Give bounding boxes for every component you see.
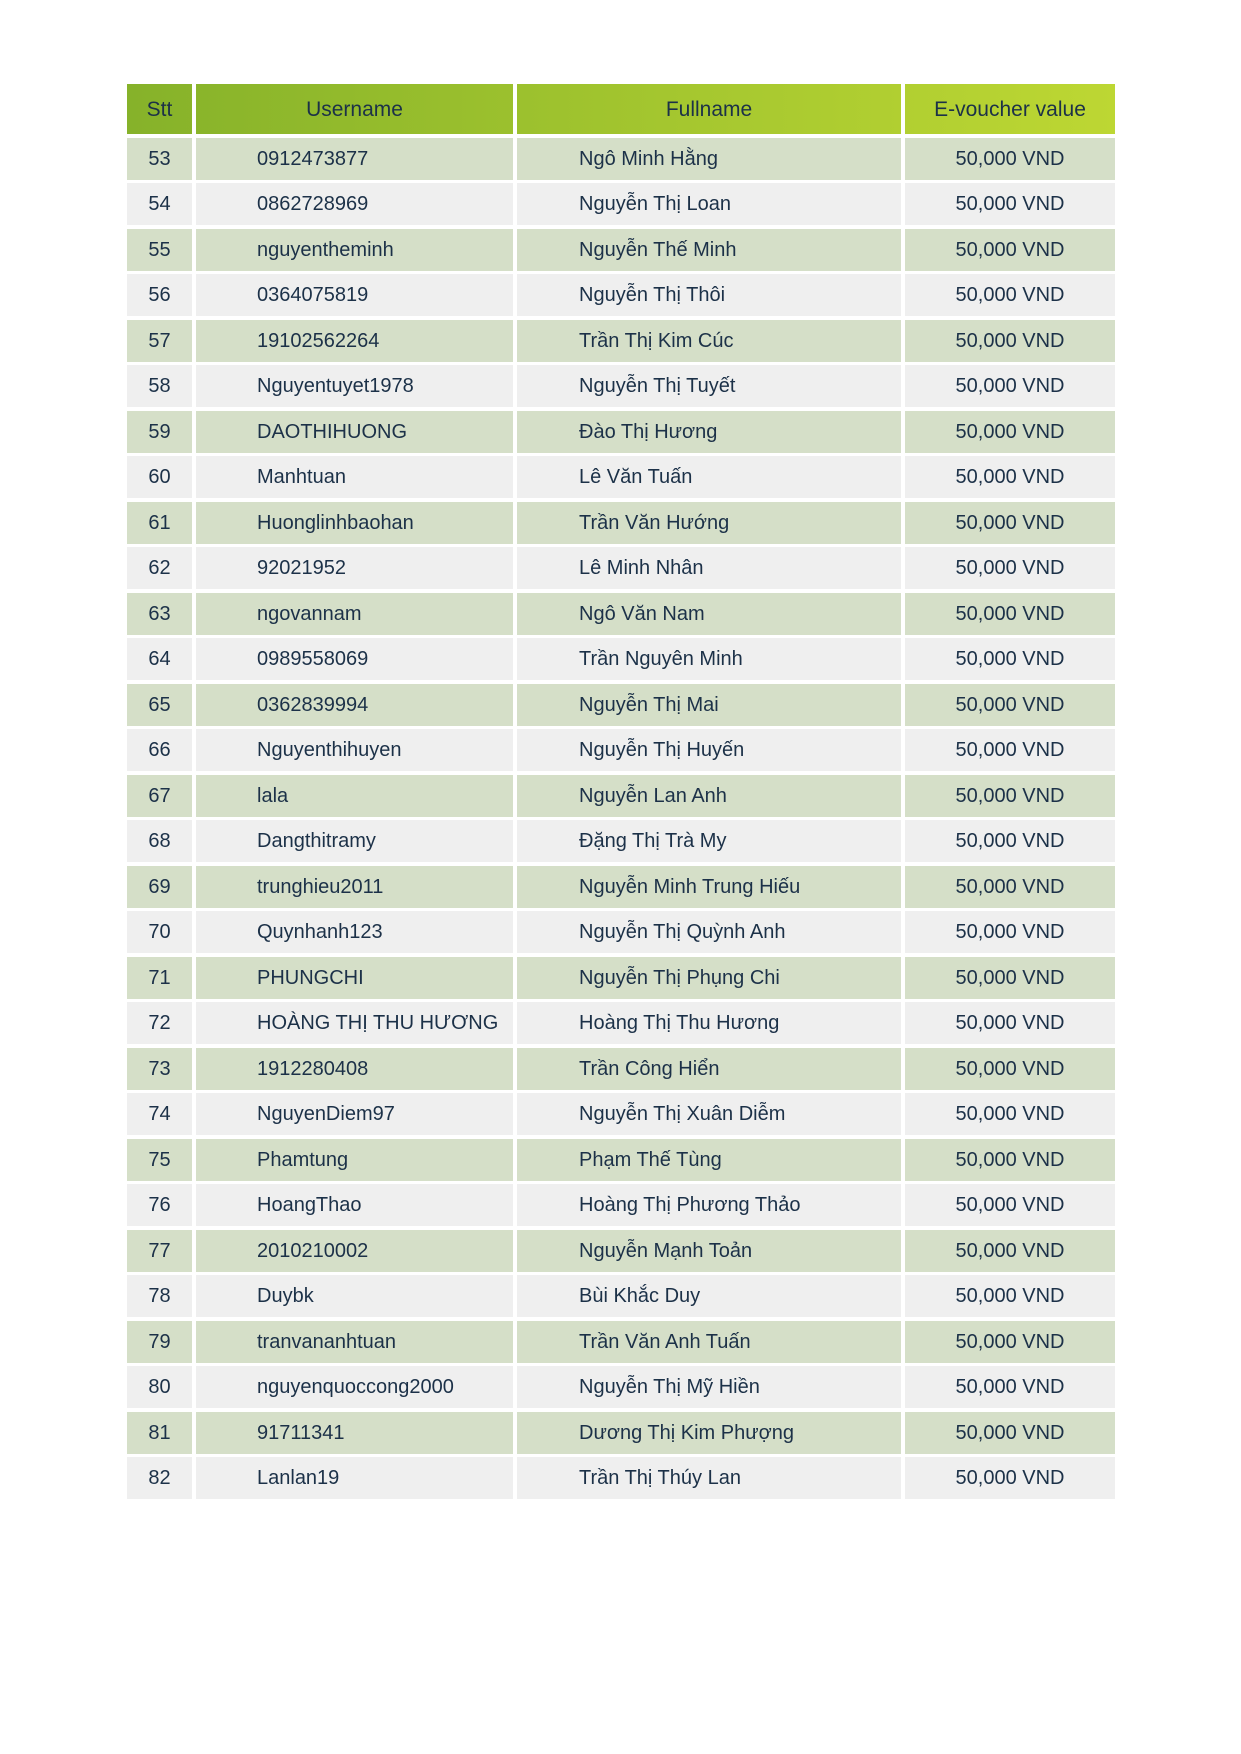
cell-evoucher-value: 50,000 VND — [901, 456, 1115, 498]
cell-username: HOÀNG THỊ THU HƯƠNG — [192, 1002, 513, 1044]
cell-username: ngovannam — [192, 593, 513, 635]
table-row — [127, 411, 1115, 453]
cell-fullname: Ngô Văn Nam — [513, 593, 901, 635]
cell-stt: 61 — [127, 502, 192, 544]
cell-fullname: Phạm Thế Tùng — [513, 1139, 901, 1181]
cell-evoucher-value: 50,000 VND — [901, 502, 1115, 544]
cell-fullname: Nguyễn Mạnh Toản — [513, 1230, 901, 1272]
cell-stt: 69 — [127, 866, 192, 908]
cell-evoucher-value: 50,000 VND — [901, 729, 1115, 771]
table-row — [127, 1321, 1115, 1363]
cell-stt: 53 — [127, 138, 192, 180]
cell-evoucher-value: 50,000 VND — [901, 1457, 1115, 1499]
cell-username: 19102562264 — [192, 320, 513, 362]
table-row — [127, 638, 1115, 680]
cell-fullname: Đặng Thị Trà My — [513, 820, 901, 862]
table-row — [127, 1048, 1115, 1090]
cell-fullname: Lê Văn Tuấn — [513, 456, 901, 498]
table-row — [127, 866, 1115, 908]
column-header-stt: Stt — [146, 97, 173, 121]
table-row — [127, 820, 1115, 862]
cell-fullname: Đào Thị Hương — [513, 411, 901, 453]
cell-stt: 74 — [127, 1093, 192, 1135]
table-row — [127, 1139, 1115, 1181]
table-row — [127, 1457, 1115, 1499]
cell-stt: 56 — [127, 274, 192, 316]
cell-stt: 57 — [127, 320, 192, 362]
cell-username: Dangthitramy — [192, 820, 513, 862]
table-header-row — [127, 84, 1115, 134]
cell-username: PHUNGCHI — [192, 957, 513, 999]
cell-evoucher-value: 50,000 VND — [901, 229, 1115, 271]
cell-username: tranvananhtuan — [192, 1321, 513, 1363]
column-header-fullname: Fullname — [513, 84, 901, 134]
cell-evoucher-value: 50,000 VND — [901, 820, 1115, 862]
cell-fullname: Nguyễn Thị Mai — [513, 684, 901, 726]
cell-username: HoangThao — [192, 1184, 513, 1226]
cell-username: Nguyenthihuyen — [192, 729, 513, 771]
cell-evoucher-value: 50,000 VND — [901, 547, 1115, 589]
cell-stt: 68 — [127, 820, 192, 862]
cell-stt: 67 — [127, 775, 192, 817]
cell-evoucher-value: 50,000 VND — [901, 274, 1115, 316]
cell-stt: 66 — [127, 729, 192, 771]
cell-evoucher-value: 50,000 VND — [901, 684, 1115, 726]
table-row — [127, 229, 1115, 271]
cell-stt: 77 — [127, 1230, 192, 1272]
cell-username: nguyenquoccong2000 — [192, 1366, 513, 1408]
cell-username: 0989558069 — [192, 638, 513, 680]
table-row — [127, 456, 1115, 498]
cell-username: 0912473877 — [192, 138, 513, 180]
cell-fullname: Nguyễn Thị Phụng Chi — [513, 957, 901, 999]
cell-fullname: Trần Văn Anh Tuấn — [513, 1321, 901, 1363]
cell-evoucher-value: 50,000 VND — [901, 1366, 1115, 1408]
cell-username: 0364075819 — [192, 274, 513, 316]
cell-stt: 78 — [127, 1275, 192, 1317]
cell-stt: 81 — [127, 1412, 192, 1454]
cell-username: NguyenDiem97 — [192, 1093, 513, 1135]
cell-stt: 79 — [127, 1321, 192, 1363]
cell-evoucher-value: 50,000 VND — [901, 1093, 1115, 1135]
cell-evoucher-value: 50,000 VND — [901, 183, 1115, 225]
table-row — [127, 320, 1115, 362]
cell-evoucher-value: 50,000 VND — [901, 593, 1115, 635]
cell-username: Quynhanh123 — [192, 911, 513, 953]
cell-evoucher-value: 50,000 VND — [901, 775, 1115, 817]
cell-username: 2010210002 — [192, 1230, 513, 1272]
column-header-username: Username — [192, 84, 513, 134]
cell-username: Lanlan19 — [192, 1457, 513, 1499]
cell-username: 0862728969 — [192, 183, 513, 225]
table-row — [127, 911, 1115, 953]
cell-fullname: Nguyễn Thị Tuyết — [513, 365, 901, 407]
cell-username: Huonglinhbaohan — [192, 502, 513, 544]
cell-stt: 62 — [127, 547, 192, 589]
cell-username: nguyentheminh — [192, 229, 513, 271]
cell-evoucher-value: 50,000 VND — [901, 138, 1115, 180]
cell-fullname: Ngô Minh Hằng — [513, 138, 901, 180]
cell-fullname: Nguyễn Thị Thôi — [513, 274, 901, 316]
cell-evoucher-value: 50,000 VND — [901, 957, 1115, 999]
table-row — [127, 775, 1115, 817]
cell-fullname: Lê Minh Nhân — [513, 547, 901, 589]
cell-stt: 65 — [127, 684, 192, 726]
cell-username: trunghieu2011 — [192, 866, 513, 908]
cell-fullname: Nguyễn Thị Mỹ Hiền — [513, 1366, 901, 1408]
cell-stt: 80 — [127, 1366, 192, 1408]
cell-fullname: Bùi Khắc Duy — [513, 1275, 901, 1317]
cell-evoucher-value: 50,000 VND — [901, 411, 1115, 453]
cell-stt: 55 — [127, 229, 192, 271]
cell-stt: 76 — [127, 1184, 192, 1226]
cell-stt: 71 — [127, 957, 192, 999]
cell-fullname: Hoàng Thị Phương Thảo — [513, 1184, 901, 1226]
cell-stt: 63 — [127, 593, 192, 635]
cell-evoucher-value: 50,000 VND — [901, 911, 1115, 953]
cell-username: Duybk — [192, 1275, 513, 1317]
cell-evoucher-value: 50,000 VND — [901, 1184, 1115, 1226]
cell-username: Manhtuan — [192, 456, 513, 498]
cell-username: 91711341 — [192, 1412, 513, 1454]
table-row — [127, 365, 1115, 407]
table-body — [127, 138, 1115, 1500]
cell-stt: 82 — [127, 1457, 192, 1499]
table-row — [127, 1093, 1115, 1135]
cell-stt: 54 — [127, 183, 192, 225]
cell-fullname: Nguyễn Minh Trung Hiếu — [513, 866, 901, 908]
cell-stt: 60 — [127, 456, 192, 498]
cell-evoucher-value: 50,000 VND — [901, 365, 1115, 407]
table-row — [127, 502, 1115, 544]
cell-evoucher-value: 50,000 VND — [901, 1002, 1115, 1044]
cell-username: DAOTHIHUONG — [192, 411, 513, 453]
cell-stt: 64 — [127, 638, 192, 680]
cell-evoucher-value: 50,000 VND — [901, 1139, 1115, 1181]
cell-evoucher-value: 50,000 VND — [901, 1048, 1115, 1090]
table-row — [127, 547, 1115, 589]
table-row — [127, 274, 1115, 316]
cell-fullname: Nguyễn Thế Minh — [513, 229, 901, 271]
cell-fullname: Hoàng Thị Thu Hương — [513, 1002, 901, 1044]
table-row — [127, 684, 1115, 726]
cell-username: 92021952 — [192, 547, 513, 589]
cell-evoucher-value: 50,000 VND — [901, 1321, 1115, 1363]
cell-fullname: Nguyễn Thị Huyến — [513, 729, 901, 771]
cell-evoucher-value: 50,000 VND — [901, 1230, 1115, 1272]
cell-fullname: Trần Nguyên Minh — [513, 638, 901, 680]
table-row — [127, 1184, 1115, 1226]
cell-fullname: Nguyễn Thị Quỳnh Anh — [513, 911, 901, 953]
table-row — [127, 593, 1115, 635]
cell-fullname: Dương Thị Kim Phượng — [513, 1412, 901, 1454]
table-row — [127, 957, 1115, 999]
cell-username: lala — [192, 775, 513, 817]
cell-evoucher-value: 50,000 VND — [901, 1412, 1115, 1454]
cell-fullname: Trần Thị Thúy Lan — [513, 1457, 901, 1499]
cell-fullname: Nguyễn Lan Anh — [513, 775, 901, 817]
cell-username: Phamtung — [192, 1139, 513, 1181]
cell-fullname: Nguyễn Thị Xuân Diễm — [513, 1093, 901, 1135]
cell-fullname: Nguyễn Thị Loan — [513, 183, 901, 225]
table-row — [127, 1275, 1115, 1317]
evoucher-winners-table — [127, 84, 1115, 1499]
table-row — [127, 1412, 1115, 1454]
cell-stt: 70 — [127, 911, 192, 953]
cell-username: 1912280408 — [192, 1048, 513, 1090]
table-row — [127, 1002, 1115, 1044]
cell-stt: 58 — [127, 365, 192, 407]
table-row — [127, 183, 1115, 225]
cell-fullname: Trần Công Hiển — [513, 1048, 901, 1090]
cell-stt: 75 — [127, 1139, 192, 1181]
cell-stt: 59 — [127, 411, 192, 453]
table-row — [127, 1366, 1115, 1408]
cell-evoucher-value: 50,000 VND — [901, 866, 1115, 908]
table-row — [127, 729, 1115, 771]
cell-fullname: Trần Văn Hướng — [513, 502, 901, 544]
table-row — [127, 1230, 1115, 1272]
cell-stt: 72 — [127, 1002, 192, 1044]
cell-fullname: Trần Thị Kim Cúc — [513, 320, 901, 362]
table-row — [127, 138, 1115, 180]
cell-evoucher-value: 50,000 VND — [901, 1275, 1115, 1317]
cell-evoucher-value: 50,000 VND — [901, 638, 1115, 680]
column-header-evoucher-value: E-voucher value — [901, 84, 1115, 134]
cell-stt: 73 — [127, 1048, 192, 1090]
cell-username: 0362839994 — [192, 684, 513, 726]
cell-evoucher-value: 50,000 VND — [901, 320, 1115, 362]
cell-username: Nguyentuyet1978 — [192, 365, 513, 407]
